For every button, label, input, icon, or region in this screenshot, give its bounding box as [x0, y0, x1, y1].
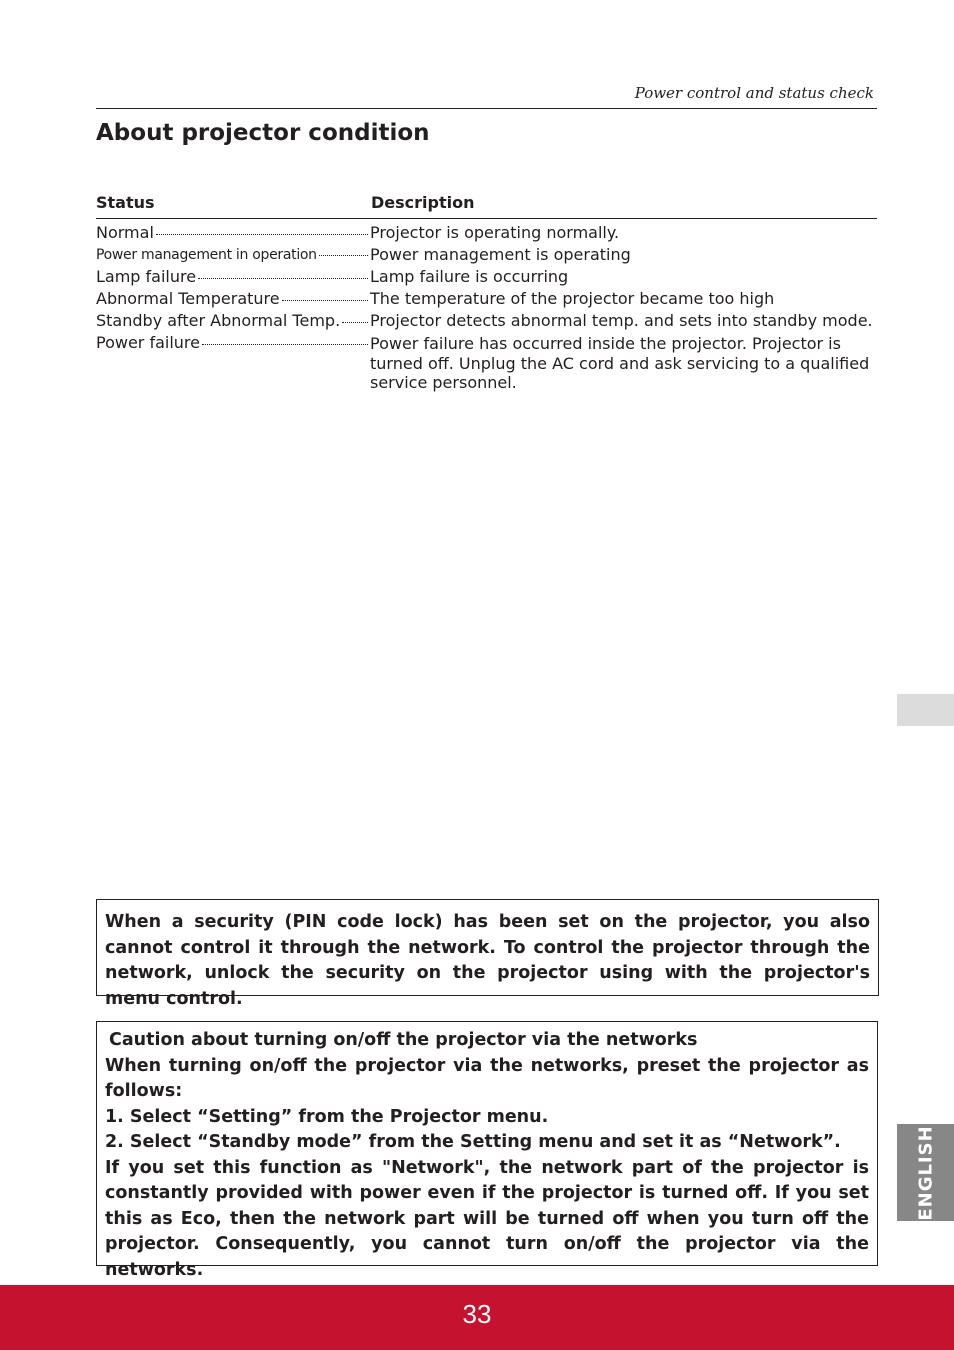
table-row — [96, 266, 877, 288]
dot-leader — [156, 234, 368, 235]
running-header: Power control and status check — [634, 84, 874, 102]
page-number: 33 — [462, 1299, 492, 1329]
status-label: Normal — [96, 223, 154, 242]
status-description: Power failure has occurred inside the projector. Projector is turned off. Unplug the AC cord and ask servicing to a qualified service personnel. — [370, 334, 870, 392]
security-notice-text: When a security (PIN code lock) has been set on the projector, you also cannot control it through the network. To control the projector through the network, unlock the security on the projector using with the projector's menu control. — [105, 912, 870, 1009]
footer-bar — [0, 1285, 954, 1350]
column-header-description: Description — [371, 193, 475, 212]
dot-leader — [342, 322, 368, 323]
status-description: Projector is operating normally. — [370, 223, 620, 242]
dot-leader — [319, 255, 368, 256]
status-description: Projector detects abnormal temp. and sets into standby mode. — [370, 311, 873, 330]
section-title: About projector condition — [96, 120, 430, 146]
status-description: Lamp failure is occurring — [370, 267, 569, 286]
caution-body: If you set this function as "Network", the network part of the projector is constantly provided with power even if the projector is turned off. If you set this as Eco, then the network part will be turned off when you turn off the projector. Consequently, you cannot turn on/off the projector via the networks. — [105, 1157, 869, 1280]
side-tab-marker — [897, 694, 954, 726]
dot-leader — [198, 278, 368, 279]
status-label: Power management in operation — [96, 247, 317, 263]
status-description: Power management is operating — [370, 245, 631, 264]
status-table — [96, 222, 877, 393]
caution-notice-box — [96, 1021, 878, 1280]
table-row — [96, 288, 877, 310]
status-label: Power failure — [96, 333, 200, 352]
table-row — [96, 244, 877, 266]
table-row — [96, 310, 877, 332]
caution-intro: When turning on/off the projector via the networks, preset the projector as follows: — [105, 1055, 869, 1101]
caution-step-1: 1. Select “Setting” from the Projector menu. — [105, 1106, 549, 1127]
table-row — [96, 222, 877, 244]
caution-step-2: 2. Select “Standby mode” from the Setting menu and set it as “Network”. — [105, 1132, 841, 1152]
language-tab — [897, 1124, 954, 1221]
caution-heading: Caution about turning on/off the projector via the networks — [109, 1030, 698, 1050]
security-notice-box — [96, 899, 879, 1009]
header-rule — [96, 108, 877, 109]
column-header-status: Status — [96, 193, 155, 212]
status-description: The temperature of the projector became too high — [370, 289, 775, 308]
status-label: Abnormal Temperature — [96, 289, 280, 308]
status-label: Lamp failure — [96, 267, 197, 286]
dot-leader — [202, 344, 368, 345]
table-row — [96, 332, 877, 393]
status-label: Standby after Abnormal Temp. — [96, 311, 341, 330]
table-rule — [96, 218, 877, 219]
dot-leader — [282, 300, 368, 301]
language-tab-label: ENGLISH — [915, 1124, 936, 1221]
